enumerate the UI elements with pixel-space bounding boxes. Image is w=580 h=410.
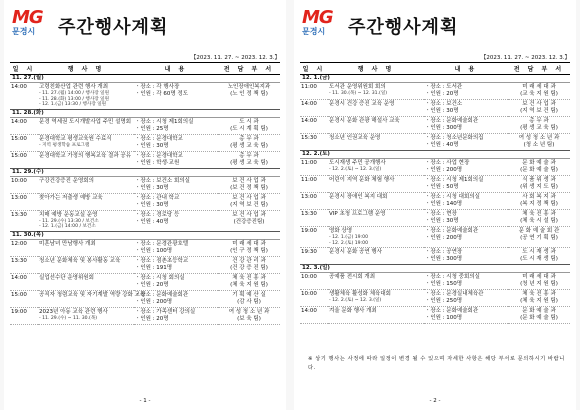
event-note: - 12. 2.(토) ~ 12. 3.(일) (329, 298, 382, 303)
event-note: - 12. 2.(토) 19:00 (329, 240, 368, 246)
event-name-cell (38, 239, 134, 256)
event-time: 10:00 (300, 273, 328, 290)
event-time: 13:00 (10, 193, 38, 210)
event-name: 문경시 장애인 복지 대회 (329, 194, 388, 200)
event-content-cell (424, 100, 508, 117)
event-row (10, 134, 280, 151)
event-attendees: ㆍ인원 : 300명 (425, 256, 463, 262)
event-attendees: ㆍ인원 : 각 60명 정도 (135, 91, 189, 97)
event-note: - 11. 29.(수) ~ 11. 30.(목) (39, 315, 98, 321)
event-department-cell (218, 193, 280, 210)
event-time: 11:00 (300, 176, 328, 193)
event-content-cell (424, 159, 508, 176)
event-time: 12:00 (10, 239, 38, 256)
event-name-cell (38, 134, 134, 151)
department-name: 보 건 사 업 과 (232, 177, 266, 184)
department-team: (보 건 정 책 팀) (230, 184, 268, 191)
event-attendees: ㆍ인원 : 20명 (135, 315, 169, 322)
event-time: 13:00 (300, 193, 328, 210)
event-name: 도서관 운영위원회 회의 (329, 84, 386, 90)
event-row (300, 134, 570, 151)
event-name-cell (328, 210, 424, 227)
event-time: 11:00 (300, 159, 328, 176)
department-team: (보 육 팀) (237, 315, 261, 322)
event-time: 14:00 (10, 117, 38, 134)
event-row (10, 273, 280, 290)
event-place: ㆍ장소 : 시청 중회의실 (425, 274, 480, 280)
event-note: - 11. 30.(목) ~ 12. 31.(일) (329, 91, 388, 96)
event-department-cell (508, 307, 570, 324)
event-place: ㆍ장소 : 시청 제1회의실 (135, 118, 194, 125)
event-name-cell (328, 273, 424, 290)
event-time: 15:00 (10, 134, 38, 151)
schedule-page-2 (294, 0, 576, 410)
event-row (10, 151, 280, 168)
event-department-cell (218, 256, 280, 273)
day-header-row (300, 151, 570, 159)
event-attendees: ㆍ인원 : 40명 (135, 218, 169, 225)
event-name-cell (328, 159, 424, 176)
day-header-row (300, 75, 570, 83)
event-content-cell (424, 273, 508, 290)
event-content-cell (424, 290, 508, 307)
event-department-cell (508, 159, 570, 176)
event-name: 2023년 아동 교육 관련 행사 (39, 308, 108, 315)
event-name: 영화 상영 (329, 228, 353, 234)
event-content-cell (424, 193, 508, 210)
event-row (300, 193, 570, 210)
event-content-cell (134, 290, 218, 307)
department-team: (체 육 지 원 팀) (520, 298, 558, 304)
event-name-cell (328, 100, 424, 117)
event-name: 실업선수단 운영위원회 (39, 274, 94, 281)
event-time: 14:00 (300, 117, 328, 134)
event-name-cell (38, 256, 134, 273)
event-name: 공예품 전시회 개최 (329, 274, 376, 280)
event-row (300, 210, 570, 227)
schedule-page-1 (4, 0, 286, 410)
department-name: 총 무 과 (239, 135, 259, 142)
event-name-cell (38, 176, 134, 193)
event-department-cell (508, 227, 570, 248)
event-time: 19:00 (300, 227, 328, 248)
event-row (10, 117, 280, 134)
department-team: (체 육 시 설 팀) (520, 218, 558, 224)
event-note: - 11. 29.(수) 13:30 / 보건소 (39, 218, 99, 224)
schedule-table (10, 62, 280, 325)
department-team: (문 화 예 술 팀) (520, 167, 558, 173)
department-name: 문 화 예 술 회 관 (518, 228, 560, 234)
event-department-cell (218, 83, 280, 110)
event-place: ㆍ장소 : 각 행사장 (135, 84, 180, 90)
day-label: 11. 30.(목) (10, 231, 280, 239)
department-name: 문 화 예 술 과 (522, 308, 556, 314)
event-attendees: ㆍ인원 : 191명 (135, 264, 173, 271)
event-note: - 12. 2.(토) ~ 12. 3.(일) (329, 167, 382, 172)
column-header-department: 전 담 부 서 (508, 63, 570, 75)
event-content-cell (424, 83, 508, 100)
event-content-cell (134, 134, 218, 151)
day-header-row (10, 231, 280, 239)
event-content-cell (424, 248, 508, 265)
department-name: 체 육 진 흥 과 (522, 211, 556, 217)
event-name-cell (38, 151, 134, 168)
event-content-cell (424, 210, 508, 227)
event-name-cell (328, 227, 424, 248)
footnote: ※ 상기 행사는 사정에 따라 일정이 변경 될 수 있으며 자세한 사항은 해당 부서로 문의하시기 바랍니다. (308, 356, 565, 371)
event-place: ㆍ장소 : 공연장 (425, 249, 463, 255)
column-header-event: 행 사 명 (328, 63, 424, 75)
event-time: 13:30 (10, 210, 38, 231)
event-place: ㆍ장소 : 현장 (425, 211, 457, 217)
event-time: 14:00 (10, 273, 38, 290)
event-content-cell (134, 151, 218, 168)
event-time: 14:00 (300, 100, 328, 117)
column-header-department: 전 담 부 서 (218, 63, 280, 75)
event-time: 10:00 (300, 290, 328, 307)
department-team: (지 역 보 건 팀) (520, 108, 558, 114)
event-name-cell (38, 83, 134, 110)
department-name: 보 건 사 업 과 (232, 211, 266, 218)
event-attendees: ㆍ인원 : 150명 (425, 281, 463, 287)
event-attendees: ㆍ인원 : 200명 (135, 298, 173, 305)
day-label: 11. 27.(월) (10, 75, 280, 83)
day-label: 12. 3.(일) (300, 265, 570, 273)
event-place: ㆍ장소 : 청소년문화의집 (425, 135, 484, 141)
event-place: ㆍ장소 : 문화예술회관 (135, 291, 189, 298)
schedule-table (300, 62, 570, 324)
event-row (300, 273, 570, 290)
event-attendees: ㆍ인원 : 25명 (135, 125, 169, 132)
event-name: 문경시 문화 관광 해설사 교육 (329, 118, 400, 124)
event-row (10, 290, 280, 307)
department-name: 미 래 세 대 과 (232, 240, 266, 247)
department-team: (평 생 교 육 팀) (230, 159, 268, 166)
event-attendees: ㆍ인원 : 30명 (425, 108, 459, 114)
event-row (300, 117, 570, 134)
department-team: (노 인 정 책 팀) (230, 91, 268, 97)
event-department-cell (508, 210, 570, 227)
event-name: 청소년 인권교육 운영 (329, 135, 381, 141)
event-place: ㆍ장소 : 보건소 (425, 101, 463, 107)
event-row (300, 248, 570, 265)
event-row (10, 193, 280, 210)
event-name: 치매 예방 운동교실 운영 (39, 211, 98, 218)
event-attendees: ㆍ인원 : 30명 (135, 184, 169, 191)
department-name: 문 화 예 술 과 (522, 160, 556, 166)
event-place: ㆍ장소 : 문화예술회관 (425, 118, 479, 124)
department-name: 도 시 과 (239, 118, 259, 125)
department-team: (위 생 지 도 팀) (520, 184, 558, 190)
event-content-cell (424, 134, 508, 151)
event-name: 문경시 건강 증진 교육 운영 (329, 101, 395, 107)
department-name: 보 건 사 업 과 (522, 101, 556, 107)
day-label: 11. 28.(화) (10, 109, 280, 117)
event-row (10, 176, 280, 193)
event-content-cell (134, 117, 218, 134)
event-attendees: ㆍ인원 : 30명 (425, 218, 459, 224)
page-title: 주간행사계획 (348, 17, 459, 38)
event-time: 10:00 (10, 176, 38, 193)
department-team: (지 역 보 건 팀) (230, 201, 268, 208)
day-label: 11. 29.(수) (10, 168, 280, 176)
event-row (300, 159, 570, 176)
department-team: (평 생 교 육 팀) (520, 125, 558, 131)
event-name-cell (328, 134, 424, 151)
event-attendees: ㆍ인원 : 20명 (135, 281, 169, 288)
event-name-cell (328, 83, 424, 100)
event-attendees: ㆍ인원 : 200명 (425, 167, 463, 173)
event-name-cell (38, 210, 134, 231)
event-name: 공직자 청렴교육 및 자기계발 역량 강화 교육 (39, 291, 146, 298)
event-row (300, 227, 570, 248)
event-content-cell (424, 227, 508, 248)
event-time: 19:30 (300, 248, 328, 265)
event-place: ㆍ장소 : 사업 현장 (425, 160, 470, 166)
event-content-cell (424, 117, 508, 134)
event-content-cell (134, 210, 218, 231)
event-name: VIP 초청 프로그램 운영 (329, 211, 386, 217)
event-place: ㆍ장소 : 도서관 (425, 84, 463, 90)
department-name: 체 육 진 흥 과 (232, 274, 266, 281)
event-department-cell (508, 100, 570, 117)
page-number: - 2 - (429, 398, 441, 404)
event-attendees: ㆍ인원 : 50명 (425, 184, 459, 190)
event-place: ㆍ장소 : 문화예술회관 (425, 308, 479, 314)
department-name: 여 성 청 소 년 과 (228, 308, 270, 315)
event-content-cell (134, 256, 218, 273)
department-team: (건 강 증 진 팀) (230, 264, 268, 271)
event-name: 도시재생 주민 공개행사 (329, 160, 386, 166)
event-time: 13:30 (10, 256, 38, 273)
page-title: 주간행사계획 (58, 17, 169, 38)
department-team: (공 연 기 획 팀) (520, 235, 558, 241)
event-note: - 11. 28.(화) 13:00 / 행사장 일원 (39, 96, 110, 102)
mungyeong-logo: MG 문경시 (12, 7, 43, 36)
event-attendees: ㆍ인원 : 학생·교원 (135, 159, 180, 166)
event-content-cell (424, 176, 508, 193)
department-name: 미 래 세 대 과 (522, 84, 556, 90)
event-row (300, 100, 570, 117)
event-row (10, 210, 280, 231)
event-name: 문경대학교 가정의 행복교육 결과 공유 (39, 152, 132, 159)
department-team: (청 소 년 팀) (523, 142, 555, 148)
event-place: ㆍ장소 : 문경대학교 (135, 135, 183, 142)
column-header-content: 내 용 (134, 63, 218, 75)
schedule-period: 【2023. 11. 27. ~ 2023. 12. 3.】 (480, 55, 570, 61)
event-department-cell (218, 176, 280, 193)
event-attendees: ㆍ인원 : 140명 (425, 201, 463, 207)
event-name: 고령친화산업 관련 행사 개최 (39, 84, 109, 90)
column-header-content: 내 용 (424, 63, 508, 75)
event-time: 15:00 (10, 151, 38, 168)
event-row (10, 239, 280, 256)
department-team: (도 시 재 생 팀) (520, 256, 558, 262)
day-header-row (10, 75, 280, 83)
event-department-cell (508, 176, 570, 193)
event-name: 문경대학교 평생교육원 수료식 (39, 135, 112, 142)
event-department-cell (218, 134, 280, 151)
department-name: 기 획 예 산 실 (232, 291, 266, 298)
event-place: ㆍ장소 : 가족센터 강의실 (135, 308, 196, 315)
day-label: 12. 2.(토) (300, 151, 570, 159)
event-attendees: ㆍ인원 : 250명 (425, 298, 463, 304)
column-header-datetime: 일 시 (300, 63, 328, 75)
event-name: 문경 역세권 도시개발사업 주민 설명회 (39, 118, 132, 125)
event-place: ㆍ장소 : 문경대학교 (135, 152, 183, 159)
event-name-cell (38, 273, 134, 290)
day-label: 12. 1.(금) (300, 75, 570, 83)
event-note: - 지역 평생학습 프로그램 (39, 142, 90, 148)
event-department-cell (218, 117, 280, 134)
event-name: 겨울 문화 행사 개최 (329, 308, 377, 314)
column-header-datetime: 일 시 (10, 63, 38, 75)
department-team: (건강증진팀) (233, 218, 265, 225)
department-team: (도 시 계 획 팀) (230, 125, 268, 132)
event-name-cell (328, 248, 424, 265)
event-place: ㆍ장소 : 관내 학교 (135, 194, 180, 201)
event-content-cell (134, 83, 218, 110)
event-name: 청소년 문화체육 및 봉사활동 교육 (39, 257, 121, 264)
department-name: 노인장애인복지과 (227, 84, 271, 90)
event-row (10, 256, 280, 273)
event-department-cell (508, 117, 570, 134)
schedule-period: 【2023. 11. 27. ~ 2023. 12. 3.】 (190, 55, 280, 61)
event-attendees: ㆍ인원 : 40명 (425, 142, 459, 148)
event-name-cell (38, 193, 134, 210)
event-place: ㆍ장소 : 문화예술회관 (425, 228, 479, 234)
event-attendees: ㆍ인원 : 30명 (135, 201, 169, 208)
column-header-event: 행 사 명 (38, 63, 134, 75)
day-header-row (10, 168, 280, 176)
event-place: ㆍ장소 : 보건소 회의실 (135, 177, 190, 184)
event-note: - 11. 27.(월) 14:00 / 행사장 일원 (39, 91, 110, 96)
event-content-cell (134, 176, 218, 193)
event-department-cell (218, 239, 280, 256)
event-department-cell (218, 210, 280, 231)
event-row (300, 290, 570, 307)
department-name: 총 무 과 (239, 152, 259, 159)
department-team: (감 사 팀) (237, 298, 261, 305)
event-department-cell (508, 273, 570, 290)
event-name-cell (38, 290, 146, 307)
event-name: 문경시 문화 공연 행사 (329, 249, 383, 255)
page-number: - 1 - (139, 398, 151, 404)
event-content-cell (134, 307, 218, 324)
event-note: - 12. 1.(금) 19:00 (329, 235, 368, 240)
event-name-cell (328, 117, 424, 134)
event-content-cell (134, 273, 218, 290)
event-row (300, 176, 570, 193)
event-department-cell (508, 83, 570, 100)
event-row (300, 307, 570, 324)
event-note: - 12. 1.(금) 14:00 / 보건소 (39, 224, 96, 229)
event-department-cell (218, 151, 280, 168)
event-place: ㆍ장소 : 시청 회의실 (135, 274, 185, 281)
event-content-cell (134, 239, 218, 256)
event-place: ㆍ장소 : 시청 대회의실 (425, 194, 480, 200)
event-department-cell (508, 134, 570, 151)
event-name-cell (328, 290, 424, 307)
event-row (10, 83, 280, 110)
event-department-cell (508, 193, 570, 210)
event-row (300, 83, 570, 100)
department-name: 여 성 청 소 년 과 (518, 135, 560, 141)
event-content-cell (424, 307, 508, 324)
department-team: (복 지 정 책 팀) (520, 201, 558, 207)
event-attendees: ㆍ인원 : 100명 (425, 315, 463, 321)
department-name: 건 강 관 리 과 (232, 257, 266, 264)
event-name-cell (328, 307, 424, 324)
event-row (10, 307, 280, 324)
department-team: (교 육 지 원 팀) (520, 91, 558, 97)
department-team: (체 육 지 원 팀) (230, 281, 268, 288)
event-name: 구강건강증진 운영회의 (39, 177, 94, 184)
event-place: ㆍ장소 : 점촌초등학교 (135, 257, 189, 264)
event-attendees: ㆍ인원 : 200명 (425, 235, 463, 241)
department-name: 미 래 세 대 과 (522, 274, 556, 280)
day-header-row (10, 109, 280, 117)
event-note: - 12. 1.(금) 13:30 / 행사장 일원 (39, 102, 107, 107)
event-time: 15:00 (10, 290, 38, 307)
event-department-cell (218, 307, 280, 324)
event-name-cell (328, 176, 424, 193)
event-time: 13:30 (300, 210, 328, 227)
event-attendees: ㆍ인원 : 300명 (425, 125, 463, 131)
event-attendees: ㆍ인원 : 30명 (135, 142, 169, 149)
department-name: 식 품 위 생 과 (522, 177, 556, 183)
department-team: (문 화 예 술 팀) (520, 315, 558, 321)
event-time: 15:30 (300, 134, 328, 151)
event-name: 생활체육 활성화 체육대회 (329, 291, 391, 297)
event-department-cell (508, 248, 570, 265)
event-attendees: ㆍ인원 : 100명 (135, 247, 173, 254)
event-place: ㆍ장소 : 문경관광호텔 (135, 240, 189, 247)
department-team: (인 구 정 책 팀) (230, 247, 268, 254)
day-header-row (300, 265, 570, 273)
department-name: 체 육 진 흥 과 (522, 291, 556, 297)
department-team: (청 년 지 원 팀) (520, 281, 558, 287)
event-name: 어린이 지역 문화 체험 행사 (329, 177, 395, 183)
event-name: 찾아가는 저출생 예방 교육 (39, 194, 103, 201)
event-time: 11:00 (300, 83, 328, 100)
event-place: ㆍ장소 : 경로당 등 (135, 211, 180, 218)
event-place: ㆍ장소 : 시청 제1회의실 (425, 177, 484, 183)
event-time: 14:00 (300, 307, 328, 324)
event-name-cell (38, 117, 134, 134)
event-name: 미혼남녀 만남행사 개최 (39, 240, 96, 247)
mungyeong-logo: MG 문경시 (302, 7, 333, 36)
event-place: ㆍ장소 : 문경실내체육관 (425, 291, 484, 297)
event-name-cell (38, 307, 134, 324)
event-department-cell (218, 290, 280, 307)
event-time: 19:00 (10, 307, 38, 324)
department-name: 총 무 과 (529, 118, 549, 124)
event-time: 14:00 (10, 83, 38, 110)
event-name-cell (328, 193, 424, 210)
event-attendees: ㆍ인원 : 20명 (425, 91, 459, 97)
department-team: (평 생 교 육 팀) (230, 142, 268, 149)
event-department-cell (218, 273, 280, 290)
department-name: 사 회 복 지 과 (522, 194, 556, 200)
department-name: 보 건 사 업 과 (232, 194, 266, 201)
event-department-cell (508, 290, 570, 307)
department-name: 도 시 재 생 과 (522, 249, 556, 255)
event-content-cell (134, 193, 218, 210)
